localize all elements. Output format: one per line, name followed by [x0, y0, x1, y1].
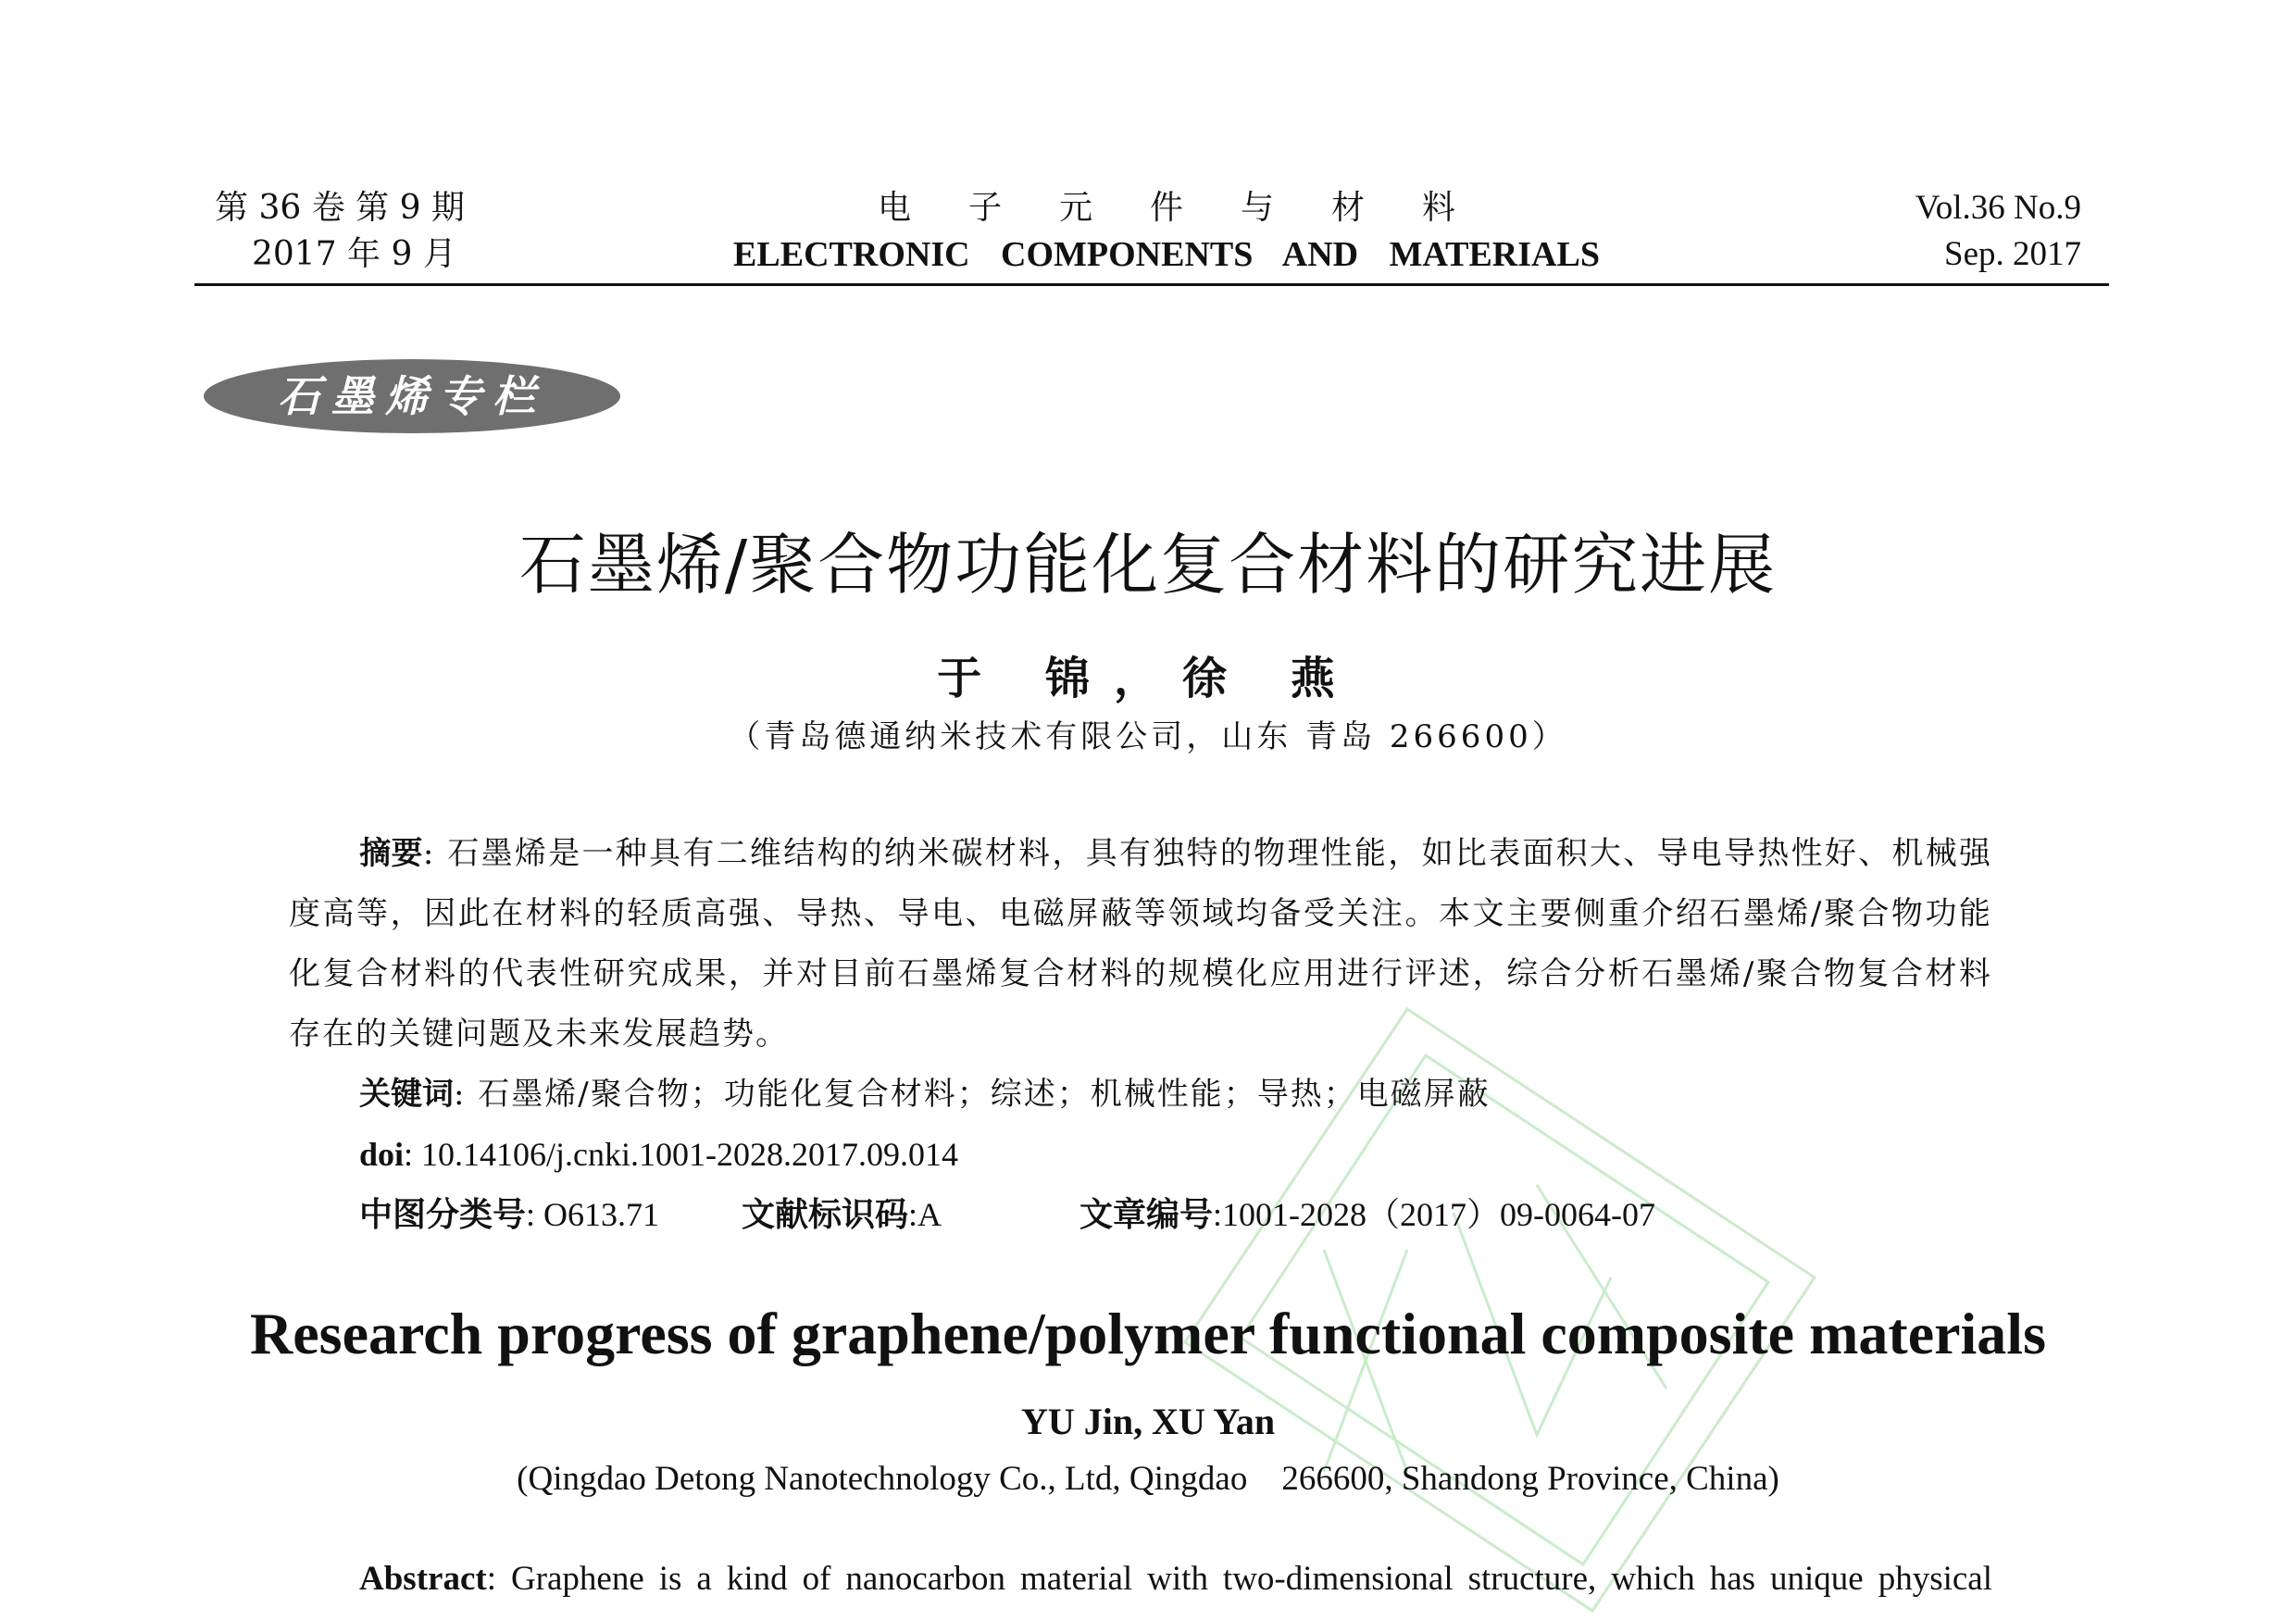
keywords-cn	[359, 1065, 1491, 1125]
abstract-label-cn: 摘要	[359, 835, 423, 872]
column-badge: 石墨烯专栏	[204, 359, 620, 433]
keywords-label-cn: 关键词	[359, 1076, 454, 1113]
abstract-cn	[289, 824, 1992, 1065]
abstract-label-en: Abstract	[359, 1560, 487, 1598]
abstract-text-en: : Graphene is a kind of nanocarbon material with two-dimensional structure, which has unique physical	[486, 1560, 1992, 1598]
doi-label: doi	[359, 1136, 405, 1173]
journal-name-cn: 电子元件与材料	[877, 189, 1513, 227]
volume-issue-cn: 第 36 卷 第 9 期	[215, 189, 465, 227]
doc-code-label: 文献标识码	[742, 1196, 909, 1234]
volume-issue-en: Vol.36 No.9	[1915, 189, 2081, 227]
journal-name-en: ELECTRONIC COMPONENTS AND MATERIALS	[733, 235, 1600, 274]
classification-line	[359, 1185, 1729, 1245]
header-right	[1915, 185, 2081, 278]
affiliation-cn: （青岛德通纳米技术有限公司，山东 青岛 266600）	[729, 718, 1567, 755]
doi-line	[359, 1125, 958, 1185]
abstract-text-cn: : 石墨烯是一种具有二维结构的纳米碳材料，具有独特的物理性能，如比表面积大、导电导热性好、机械强度高等，因此在材料的轻质高强、导热、导电、电磁屏蔽等领域均备受关注。本文主要侧重介绍石墨烯/聚合物功能化复合材料的代表性研究成果，并对目前石墨烯复合材料的规模化应用进行评述，综合分析石墨烯/聚合物复合材料存在的关键问题及未来发展趋势。	[289, 835, 1992, 1053]
paper-title-en: Research progress of graphene/polymer functional composite materials	[250, 1301, 2046, 1366]
doc-code-value: :A	[908, 1196, 942, 1233]
journal-name	[611, 185, 1722, 278]
keywords-text-cn: : 石墨烯/聚合物；功能化复合材料；综述；机械性能；导热；电磁屏蔽	[454, 1076, 1491, 1113]
doi-link[interactable]: : 10.14106/j.cnki.1001-2028.2017.09.014	[404, 1136, 959, 1173]
affiliation-en: (Qingdao Detong Nanotechnology Co., Ltd, Qingdao 266600, Shandong Province, China)	[517, 1460, 1779, 1498]
authors-en: YU Jin, XU Yan	[1020, 1401, 1276, 1442]
clc-value: : O613.71	[526, 1196, 660, 1233]
article-no-value: :1001-2028（2017）09-0064-07	[1213, 1196, 1656, 1233]
article-no-label: 文章编号	[1079, 1196, 1214, 1234]
date-en: Sep. 2017	[1944, 235, 2081, 273]
header-rule	[194, 283, 2109, 286]
paper-title-cn: 石墨烯/聚合物功能化复合材料的研究进展	[518, 526, 1778, 604]
date-cn: 2017 年 9 月	[252, 235, 456, 273]
clc-label: 中图分类号	[359, 1196, 527, 1234]
authors-cn: 于 锦，徐 燕	[937, 653, 1359, 704]
abstract-en	[359, 1551, 1992, 1607]
header-left	[215, 185, 465, 278]
